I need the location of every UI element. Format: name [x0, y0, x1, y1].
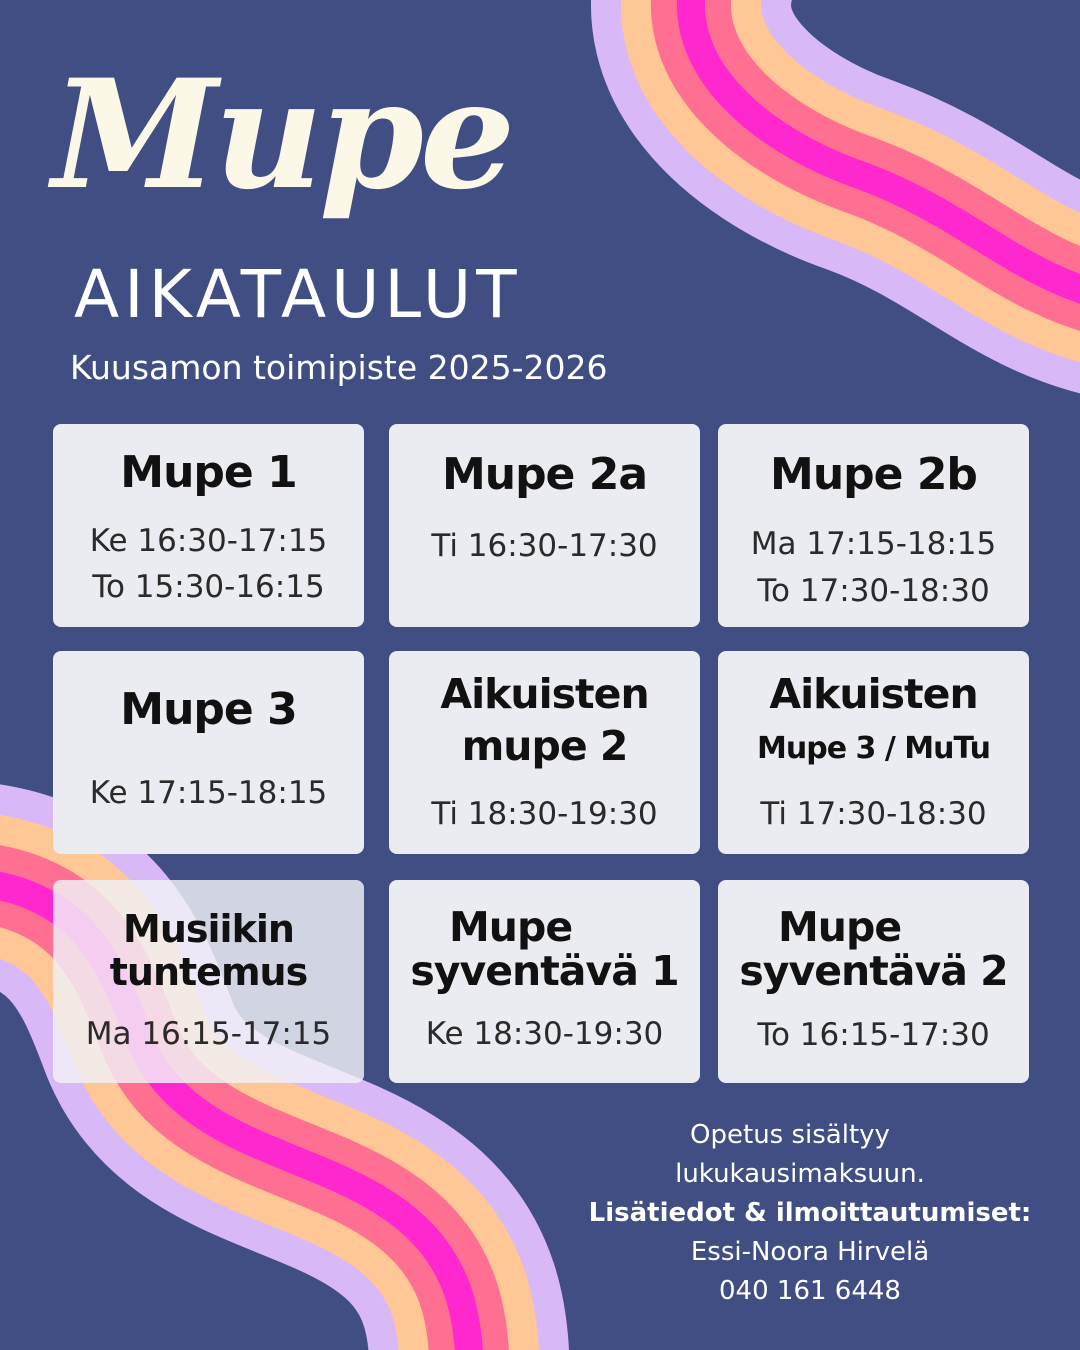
class-time: Ti 17:30-18:30 [760, 796, 987, 832]
class-name-line: syventävä 1 [410, 947, 679, 995]
class-card-mupe-2b [718, 424, 1029, 627]
class-name-line: Aikuisten [440, 670, 649, 718]
mupe-logo: Mupe [52, 47, 512, 223]
class-card-mupe-2a [389, 424, 700, 627]
contact-phone: 040 161 6448 [719, 1276, 901, 1306]
class-card-mupe-3 [53, 651, 364, 854]
class-name: Mupe 3 [120, 684, 297, 735]
class-time: To 16:15-17:30 [757, 1017, 990, 1053]
class-name: Mupe 2a [441, 449, 648, 500]
class-name-line: Mupe 3 / MuTu [757, 731, 990, 766]
info-heading: Lisätiedot & ilmoittautumiset: [588, 1198, 1032, 1228]
class-card-musiikin-tuntemus [53, 880, 364, 1083]
class-time: To 17:30-18:30 [757, 573, 990, 609]
class-card-aikuisten-mupe-2 [389, 651, 700, 854]
class-card-mupe-syventava-2 [718, 880, 1029, 1083]
class-name-line: Aikuisten [769, 670, 978, 718]
class-card-aikuisten-mupe-3-mutu [718, 651, 1029, 854]
info-line: Opetus sisältyy [690, 1120, 890, 1150]
page-title: AIKATAULUT [74, 256, 522, 333]
info-block [588, 1116, 1060, 1311]
class-name-line: Mupe [449, 903, 573, 951]
class-time: To 15:30-16:15 [92, 569, 325, 605]
info-line: lukukausimaksuun. [675, 1159, 925, 1189]
class-time: Ke 16:30-17:15 [89, 523, 328, 559]
class-name-line: mupe 2 [461, 722, 628, 770]
class-name-line: Musiikin [123, 907, 294, 951]
class-time: Ke 17:15-18:15 [89, 775, 328, 811]
class-name: Mupe 1 [120, 447, 297, 498]
class-time: Ti 16:30-17:30 [431, 528, 658, 564]
class-name-line: tuntemus [109, 950, 308, 994]
class-time: Ma 17:15-18:15 [750, 526, 997, 562]
class-time: Ma 16:15-17:15 [85, 1016, 332, 1052]
class-card-mupe-1 [53, 424, 364, 627]
class-time: Ti 18:30-19:30 [431, 796, 658, 832]
page-subtitle: Kuusamon toimipiste 2025-2026 [70, 348, 608, 387]
class-name: Mupe 2b [770, 449, 977, 500]
contact-name: Essi-Noora Hirvelä [690, 1237, 930, 1267]
class-name-line: Mupe [778, 903, 902, 951]
class-time: Ke 18:30-19:30 [425, 1016, 664, 1052]
class-name-line: syventävä 2 [739, 947, 1008, 995]
class-card-mupe-syventava-1 [389, 880, 700, 1083]
